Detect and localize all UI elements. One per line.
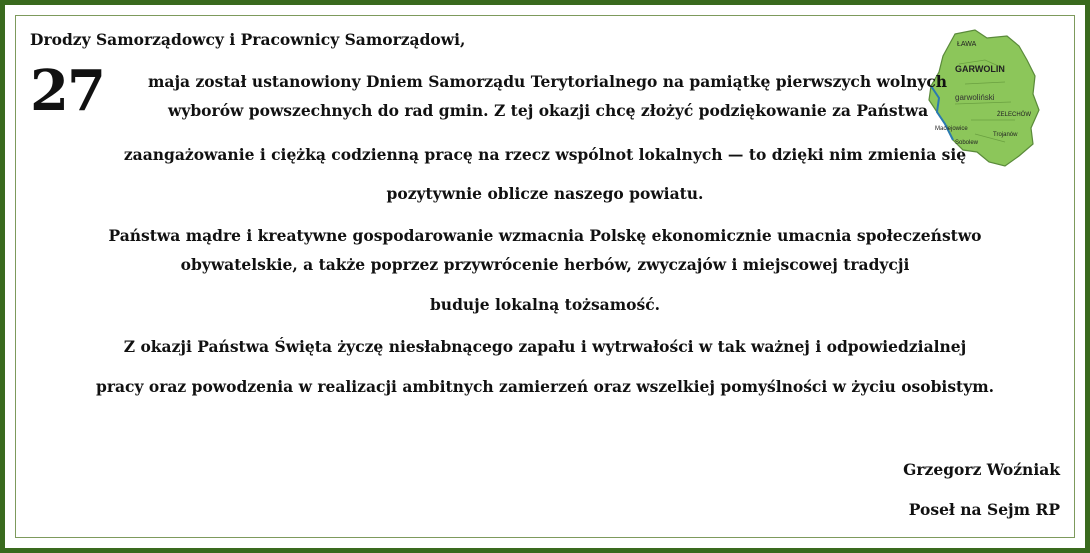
letter-line-2: wyborów powszechnych do rad gmin. Z tej okazji chcę złożyć podziękowanie za Państwa <box>168 101 929 120</box>
letter-line-3: zaangażowanie i ciężką codzienną pracę na rzecz wspólnot lokalnych — to dzięki nim zmienia się <box>123 145 967 164</box>
day-number: 27 <box>30 58 104 124</box>
letter-line-1: maja został ustanowiony Dniem Samorządu Terytorialnego na pamiątkę pierwszych wolnych <box>148 72 948 91</box>
signature-title: Poseł na Sejm RP <box>908 500 1060 519</box>
letter-line-9: pracy oraz powodzenia w realizacji ambitnych zamierzeń oraz wszelkiej pomyślności w życiu osobistym. <box>95 377 995 396</box>
letter-line-5: Państwa mądre i kreatywne gospodarowanie wzmacnia Polskę ekonomicznie umacnia społeczeństwo <box>108 226 982 245</box>
letter-line-7: buduje lokalną tożsamość. <box>429 295 661 314</box>
letter-line-6: obywatelskie, a także poprzez przywrócenie herbów, zwyczajów i miejscowej tradycji <box>180 255 910 274</box>
map-label-zelechow: ŻELECHÓW <box>997 112 1032 118</box>
map-label-garwolin: GARWOLIN <box>955 64 1005 74</box>
map-label-sobolew: Sobolew <box>955 140 979 146</box>
signature-name: Grzegorz Woźniak <box>903 460 1060 479</box>
map-label-maciejowice: Maciejowice <box>935 126 968 132</box>
greeting-text: Drodzy Samorządowcy i Pracownicy Samorządowi, <box>30 30 466 49</box>
map-label-lawa: ŁAWA <box>957 41 977 48</box>
letter-line-4: pozytywnie oblicze naszego powiatu. <box>386 184 704 203</box>
letter-line-8: Z okazji Państwa Święta życzę niesłabnącego zapału i wytrwałości w tak ważnej i odpowiedzialnej <box>123 337 967 356</box>
map-label-trojanow: Trojanów <box>993 132 1018 138</box>
map-label-county: garwoliński <box>955 93 995 102</box>
